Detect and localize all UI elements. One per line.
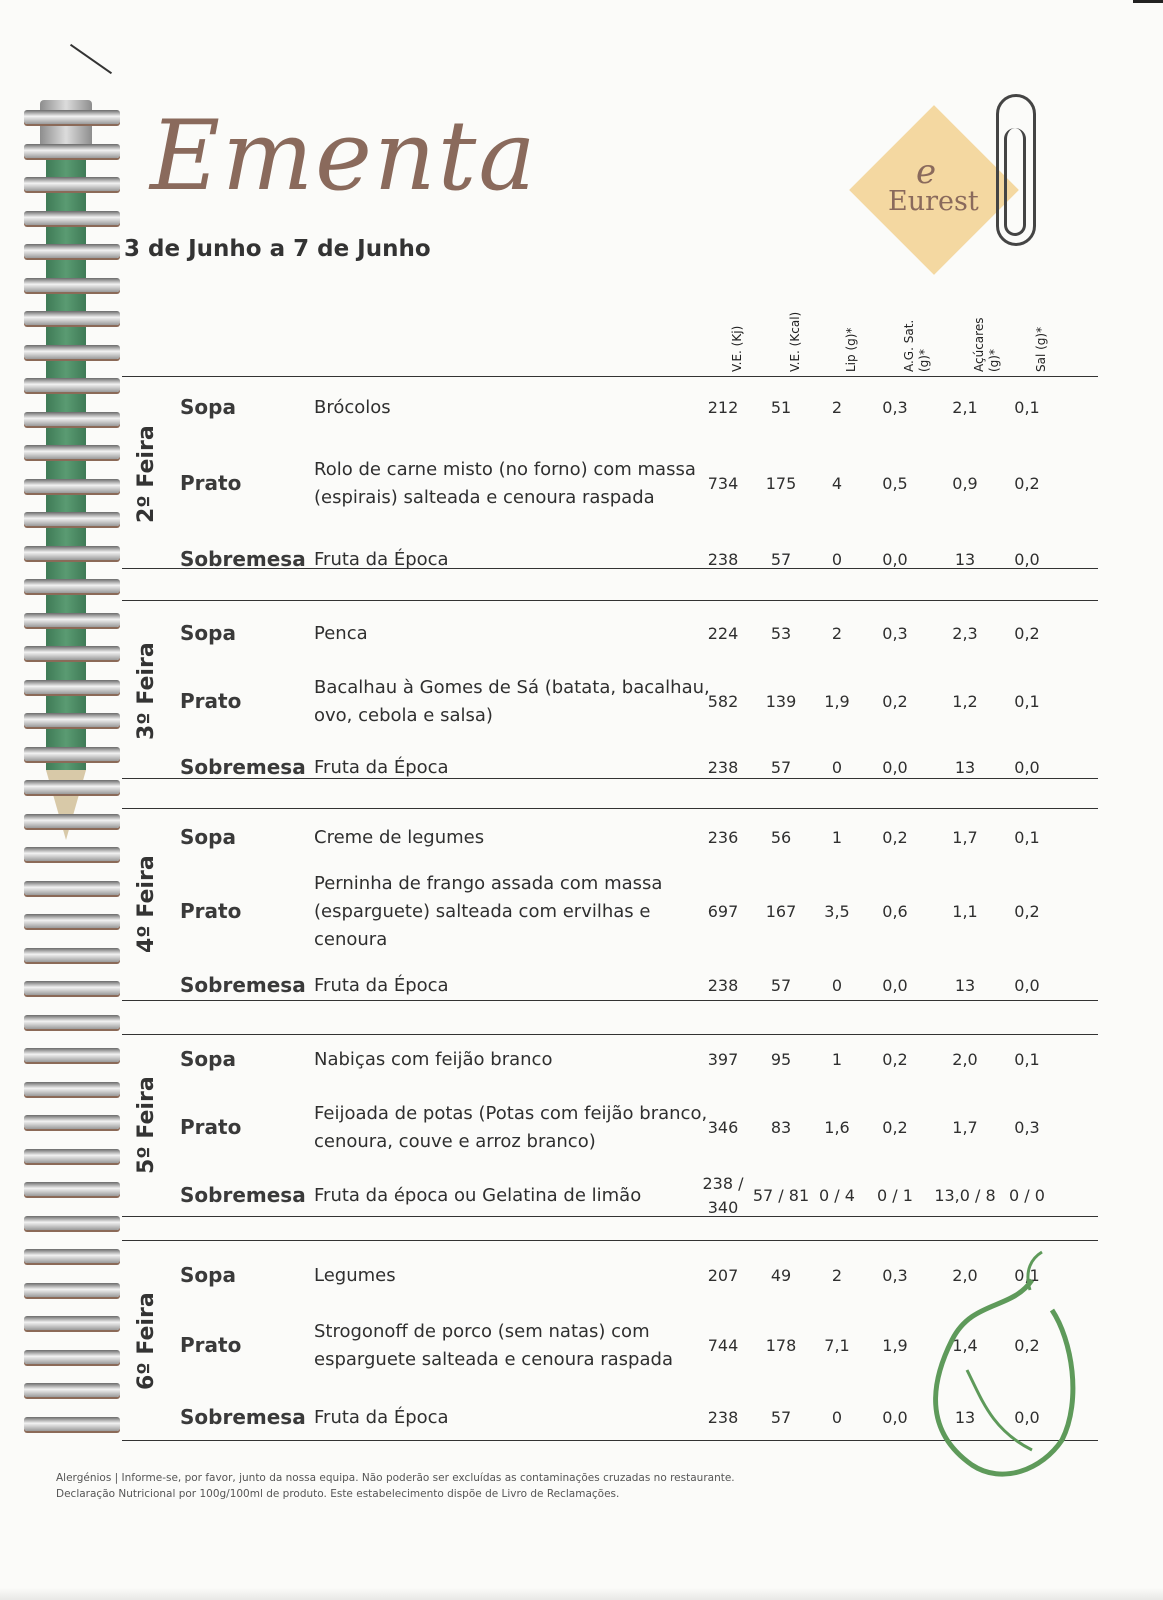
nutrition-value: 238 — [707, 550, 739, 569]
spiral-ring — [24, 512, 120, 526]
course-name: Sopa — [180, 1047, 236, 1071]
nutrition-value: 238 — [707, 976, 739, 995]
nutrition-value: 0,2 — [1014, 902, 1040, 921]
spiral-ring — [24, 814, 120, 828]
spiral-binding — [24, 110, 124, 1460]
nutrition-value: 4 — [831, 474, 843, 493]
course-name: Prato — [180, 1333, 242, 1357]
nutrition-value: 0,2 — [882, 692, 908, 711]
nutrition-value: 2,0 — [952, 1050, 978, 1069]
nutrition-value: 0,2 — [1014, 474, 1040, 493]
dish-description: Brócolos — [314, 397, 391, 418]
spiral-ring — [24, 847, 120, 861]
spiral-ring — [24, 445, 120, 459]
spiral-ring — [24, 1283, 120, 1297]
apple-drawing — [912, 1250, 1082, 1490]
nutrition-value: 0 — [831, 1408, 843, 1427]
day-divider — [122, 808, 1098, 809]
page-title: Ementa — [150, 100, 538, 212]
nutrition-value: 178 — [765, 1336, 797, 1355]
course-name: Prato — [180, 689, 242, 713]
spiral-ring — [24, 211, 120, 225]
nutrition-value: 0,3 — [882, 624, 908, 643]
spiral-ring — [24, 546, 120, 560]
nutrition-value: 0 — [831, 550, 843, 569]
spiral-ring — [24, 144, 120, 158]
nutrition-value: 51 — [770, 398, 792, 417]
column-header — [788, 312, 803, 372]
nutrition-value: 13 — [954, 758, 976, 777]
nutrition-value: 238 — [707, 758, 739, 777]
nutrition-value: 0,0 — [1014, 1408, 1040, 1427]
nutrition-value: 1 — [831, 1050, 843, 1069]
nutrition-value: 397 — [707, 1050, 739, 1069]
nutrition-value: 1,9 — [824, 692, 850, 711]
nutrition-value: 1,7 — [952, 828, 978, 847]
spiral-ring — [24, 1383, 120, 1397]
column-header — [844, 328, 859, 372]
pin-decoration — [70, 44, 112, 74]
spiral-ring — [24, 579, 120, 593]
day-label: 3º Feira — [134, 642, 159, 740]
nutrition-value: 95 — [770, 1050, 792, 1069]
nutrition-value: 2 — [831, 398, 843, 417]
nutrition-value: 167 — [765, 902, 797, 921]
spiral-ring — [24, 780, 120, 794]
column-header — [1034, 327, 1049, 372]
scan-bottom-edge — [0, 1588, 1163, 1600]
course-name: Sopa — [180, 395, 236, 419]
spiral-ring — [24, 1316, 120, 1330]
nutrition-value: 224 — [707, 624, 739, 643]
nutrition-value: 1,6 — [824, 1118, 850, 1137]
nutrition-value: 2,3 — [952, 624, 978, 643]
nutrition-value: 0,0 — [882, 976, 908, 995]
nutrition-value: 53 — [770, 624, 792, 643]
nutrition-value: 7,1 — [824, 1336, 850, 1355]
nutrition-value: 1,7 — [952, 1118, 978, 1137]
spiral-ring — [24, 1082, 120, 1096]
date-range: 3 de Junho a 7 de Junho — [124, 236, 431, 262]
day-block — [122, 378, 1098, 572]
nutrition-value: 0,5 — [882, 474, 908, 493]
course-name: Sobremesa — [180, 755, 306, 779]
dish-description: Fruta da época ou Gelatina de limão — [314, 1185, 642, 1206]
column-header-line1: Açúcares — [972, 317, 986, 372]
spiral-ring — [24, 646, 120, 660]
nutrition-value: 0,0 — [1014, 550, 1040, 569]
nutrition-value: 1 — [831, 828, 843, 847]
nutrition-value: 0,3 — [882, 1266, 908, 1285]
nutrition-value: 0,1 — [1014, 398, 1040, 417]
dish-description: Nabiças com feijão branco — [314, 1049, 553, 1070]
spiral-ring — [24, 881, 120, 895]
column-header-line1: V.E. (Kcal) — [788, 311, 802, 372]
spiral-ring — [24, 244, 120, 258]
spiral-ring — [24, 1048, 120, 1062]
eurest-logo — [856, 112, 1016, 272]
paperclip-inner-icon — [1004, 128, 1026, 236]
dish-description: Perninha de frango assada com massa (esparguete) salteada com ervilhas e cenoura — [314, 873, 663, 950]
dish-description: Feijoada de potas (Potas com feijão branco, cenoura, couve e arroz branco) — [314, 1103, 708, 1152]
spiral-ring — [24, 1182, 120, 1196]
spiral-ring — [24, 1350, 120, 1364]
nutrition-value: 207 — [707, 1266, 739, 1285]
day-divider — [122, 1216, 1098, 1217]
nutrition-value: 83 — [770, 1118, 792, 1137]
dish-description: Fruta da Época — [314, 1407, 449, 1428]
nutrition-value: 2,0 — [952, 1266, 978, 1285]
nutrition-value: 0,0 — [882, 1408, 908, 1427]
nutrition-value: 13,0 / 8 — [934, 1186, 996, 1205]
nutrition-value: 0,1 — [1014, 828, 1040, 847]
nutrition-value: 0 / 4 — [819, 1186, 855, 1205]
nutrition-value: 57 — [770, 976, 792, 995]
nutrition-value: 0,2 — [882, 1050, 908, 1069]
spiral-ring — [24, 981, 120, 995]
day-divider — [122, 1240, 1098, 1241]
nutrition-value: 13 — [954, 976, 976, 995]
nutrition-value: 697 — [707, 902, 739, 921]
nutrition-value: 1,1 — [952, 902, 978, 921]
nutrition-value: 238 — [707, 1408, 739, 1427]
nutrition-value: 49 — [770, 1266, 792, 1285]
day-label: 2º Feira — [134, 425, 159, 523]
nutrition-value: 0,6 — [882, 902, 908, 921]
day-label: 4º Feira — [134, 855, 159, 953]
nutrition-value: 57 — [770, 1408, 792, 1427]
dish-description: Bacalhau à Gomes de Sá (batata, bacalhau, ovo, cebola e salsa) — [314, 677, 710, 726]
spiral-ring — [24, 479, 120, 493]
nutrition-value: 0,2 — [882, 828, 908, 847]
nutrition-value: 57 / 81 — [752, 1186, 810, 1205]
nutrition-value: 0,0 — [882, 758, 908, 777]
column-header-line2: (g)* — [987, 349, 1001, 372]
spiral-ring — [24, 345, 120, 359]
nutrition-value: 0,2 — [882, 1118, 908, 1137]
nutrition-value: 0,1 — [1014, 1050, 1040, 1069]
day-divider — [122, 600, 1098, 601]
nutrition-value: 0,0 — [1014, 758, 1040, 777]
nutrition-value: 346 — [707, 1118, 739, 1137]
course-name: Sobremesa — [180, 973, 306, 997]
nutrition-value: 57 — [770, 758, 792, 777]
nutrition-value: 734 — [707, 474, 739, 493]
course-name: Prato — [180, 899, 242, 923]
nutrition-value: 0,9 — [952, 474, 978, 493]
nutrition-value: 0,1 — [1014, 1266, 1040, 1285]
table-top-line — [122, 376, 1098, 377]
nutrition-value: 0,3 — [1014, 1118, 1040, 1137]
column-header — [730, 326, 745, 372]
nutrition-value: 0 / 1 — [877, 1186, 913, 1205]
spiral-ring — [24, 378, 120, 392]
nutrition-value: 0,0 — [1014, 976, 1040, 995]
nutrition-value: 582 — [707, 692, 739, 711]
nutrition-value: 238 / 340 — [702, 1174, 744, 1217]
footer-declaration: Declaração Nutricional por 100g/100ml de produto. Este estabelecimento dispõe de Livro de Reclamações. — [56, 1488, 620, 1500]
nutrition-value: 744 — [707, 1336, 739, 1355]
nutrition-value: 2 — [831, 1266, 843, 1285]
spiral-ring — [24, 713, 120, 727]
column-header-line1: Sal (g)* — [1034, 326, 1048, 372]
nutrition-value: 56 — [770, 828, 792, 847]
nutrition-value: 212 — [707, 398, 739, 417]
logo-name: Eurest — [888, 186, 979, 217]
day-block — [122, 600, 1098, 782]
course-name: Sobremesa — [180, 1183, 306, 1207]
logo-mark: e — [916, 152, 937, 192]
dish-description: Rolo de carne misto (no forno) com massa (espirais) salteada e cenoura raspada — [314, 459, 696, 508]
spiral-ring — [24, 177, 120, 191]
day-divider — [122, 1034, 1098, 1035]
nutrition-value: 0 — [831, 976, 843, 995]
column-header-line1: V.E. (Kj) — [730, 325, 744, 372]
course-name: Sobremesa — [180, 547, 306, 571]
spiral-ring — [24, 948, 120, 962]
spiral-ring — [24, 1015, 120, 1029]
spiral-ring — [24, 278, 120, 292]
day-label: 6º Feira — [134, 1292, 159, 1390]
nutrition-value: 1,9 — [882, 1336, 908, 1355]
footer-allergens: Alergénios | Informe-se, por favor, junto da nossa equipa. Não poderão ser excluídas as contaminações cruzadas no restaurante. — [56, 1472, 735, 1484]
dish-description: Creme de legumes — [314, 827, 485, 848]
nutrition-value: 175 — [765, 474, 797, 493]
column-header-line1: A.G. Sat. — [902, 319, 916, 372]
day-divider — [122, 1000, 1098, 1001]
spiral-ring — [24, 680, 120, 694]
nutrition-value: 2,1 — [952, 398, 978, 417]
spiral-ring — [24, 1249, 120, 1263]
course-name: Sopa — [180, 1263, 236, 1287]
nutrition-value: 0,2 — [1014, 1336, 1040, 1355]
dish-description: Penca — [314, 623, 368, 644]
nutrition-value: 1,2 — [952, 692, 978, 711]
nutrition-value: 139 — [765, 692, 797, 711]
nutrition-value: 13 — [954, 550, 976, 569]
spiral-ring — [24, 747, 120, 761]
course-name: Sobremesa — [180, 1405, 306, 1429]
column-header-line2: (g)* — [917, 349, 931, 372]
nutrition-value: 13 — [954, 1408, 976, 1427]
column-header-line1: Lip (g)* — [844, 327, 858, 372]
nutrition-value: 0 — [831, 758, 843, 777]
spiral-ring — [24, 1216, 120, 1230]
column-header — [902, 320, 932, 372]
spiral-ring — [24, 1149, 120, 1163]
footer — [56, 1470, 735, 1502]
dish-description: Fruta da Época — [314, 975, 449, 996]
nutrition-value: 236 — [707, 828, 739, 847]
column-header — [972, 318, 1002, 372]
course-name: Prato — [180, 1115, 242, 1139]
nutrition-value: 57 — [770, 550, 792, 569]
nutrition-value: 2 — [831, 624, 843, 643]
nutrition-value: 0,2 — [1014, 624, 1040, 643]
dish-description: Fruta da Época — [314, 757, 449, 778]
spiral-ring — [24, 311, 120, 325]
day-block — [122, 808, 1098, 1004]
dish-description: Legumes — [314, 1265, 396, 1286]
nutrition-value: 0,3 — [882, 398, 908, 417]
spiral-ring — [24, 613, 120, 627]
course-name: Sopa — [180, 621, 236, 645]
dish-description: Fruta da Época — [314, 549, 449, 570]
nutrition-value: 0,0 — [882, 550, 908, 569]
dish-description: Strogonoff de porco (sem natas) com esparguete salteada e cenoura raspada — [314, 1321, 673, 1370]
spiral-ring — [24, 110, 120, 124]
course-name: Prato — [180, 471, 242, 495]
spiral-ring — [24, 1115, 120, 1129]
nutrition-value: 1,4 — [952, 1336, 978, 1355]
spiral-ring — [24, 412, 120, 426]
nutrition-value: 3,5 — [824, 902, 850, 921]
scan-mark — [1133, 0, 1163, 3]
spiral-ring — [24, 914, 120, 928]
nutrition-value: 0,1 — [1014, 692, 1040, 711]
nutrition-value: 0 / 0 — [1009, 1186, 1045, 1205]
day-label: 5º Feira — [134, 1076, 159, 1174]
course-name: Sopa — [180, 825, 236, 849]
day-block — [122, 1034, 1098, 1220]
spiral-ring — [24, 1417, 120, 1431]
